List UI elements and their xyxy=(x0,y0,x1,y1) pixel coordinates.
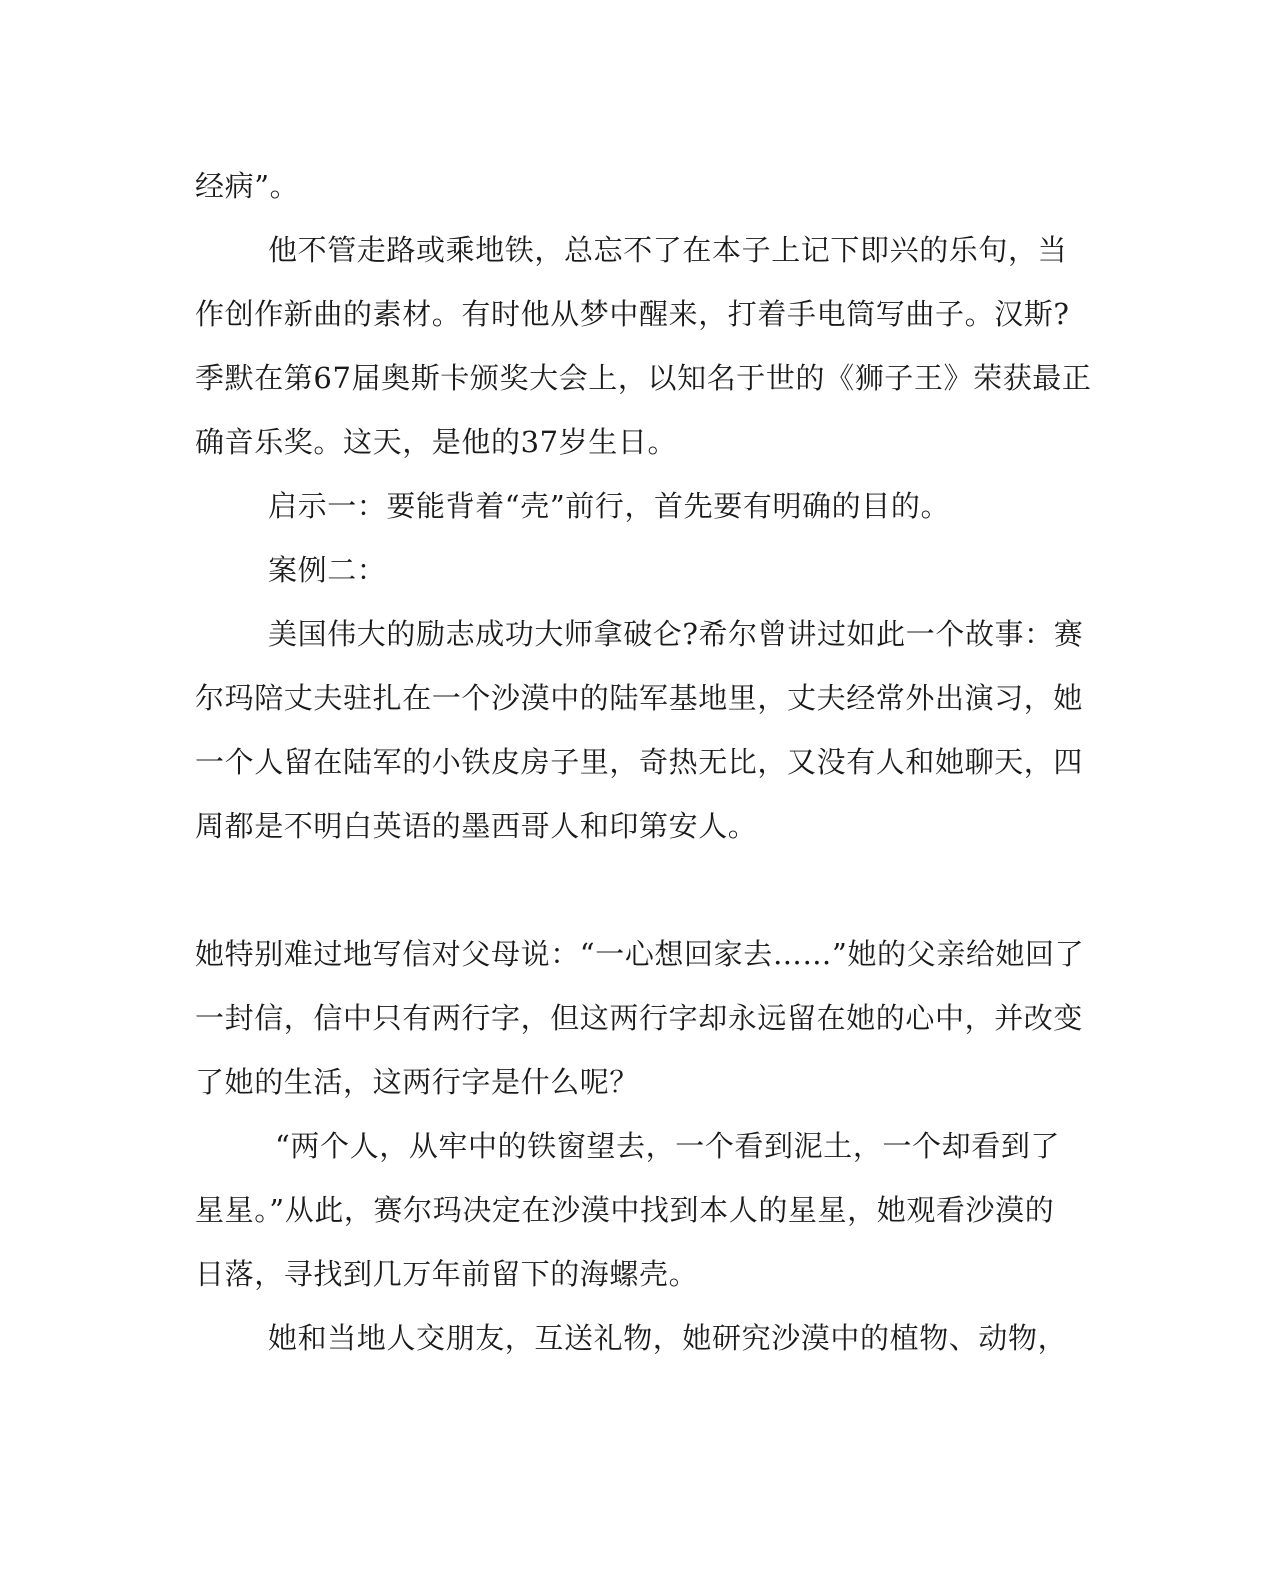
text-line: 一个人留在陆军的小铁皮房子里，奇热无比，又没有人和她聊天，四 xyxy=(195,745,1084,779)
quote-start-line: “两个人，从牢中的铁窗望去，一个看到泥土，一个却看到了 xyxy=(275,1129,1061,1163)
text-line: 她特别难过地写信对父母说：“一心想回家去……”她的父亲给她回了 xyxy=(195,937,1085,971)
case-heading: 案例二： xyxy=(268,553,387,587)
text-line: 了她的生活，这两行字是什么呢？ xyxy=(195,1065,640,1099)
revelation-line: 启示一：要能背着“壳”前行，首先要有明确的目的。 xyxy=(268,489,951,523)
text-line: 日落，寻找到几万年前留下的海螺壳。 xyxy=(195,1257,699,1291)
paragraph-start-line: 她和当地人交朋友，互送礼物，她研究沙漠中的植物、动物， xyxy=(268,1321,1068,1355)
text-line: 星星。”从此，赛尔玛决定在沙漠中找到本人的星星，她观看沙漠的 xyxy=(195,1193,1055,1227)
text-line: 经病”。 xyxy=(195,169,300,203)
text-line: 周都是不明白英语的墨西哥人和印第安人。 xyxy=(195,809,758,843)
text-line: 作创作新曲的素材。有时他从梦中醒来，打着手电筒写曲子。汉斯? xyxy=(195,297,1070,331)
text-line: 一封信，信中只有两行字，但这两行字却永远留在她的心中，并改变 xyxy=(195,1001,1084,1035)
text-line: 确音乐奖。这天，是他的37岁生日。 xyxy=(195,425,678,459)
paragraph-start-line: 美国伟大的励志成功大师拿破仑?希尔曾讲过如此一个故事：赛 xyxy=(268,617,1084,651)
text-line: 季默在第67届奥斯卡颁奖大会上，以知名于世的《狮子王》荣获最正 xyxy=(195,361,1092,395)
paragraph-start-line: 他不管走路或乘地铁，总忘不了在本子上记下即兴的乐句，当 xyxy=(268,233,1068,267)
text-line: 尔玛陪丈夫驻扎在一个沙漠中的陆军基地里，丈夫经常外出演习，她 xyxy=(195,681,1084,715)
